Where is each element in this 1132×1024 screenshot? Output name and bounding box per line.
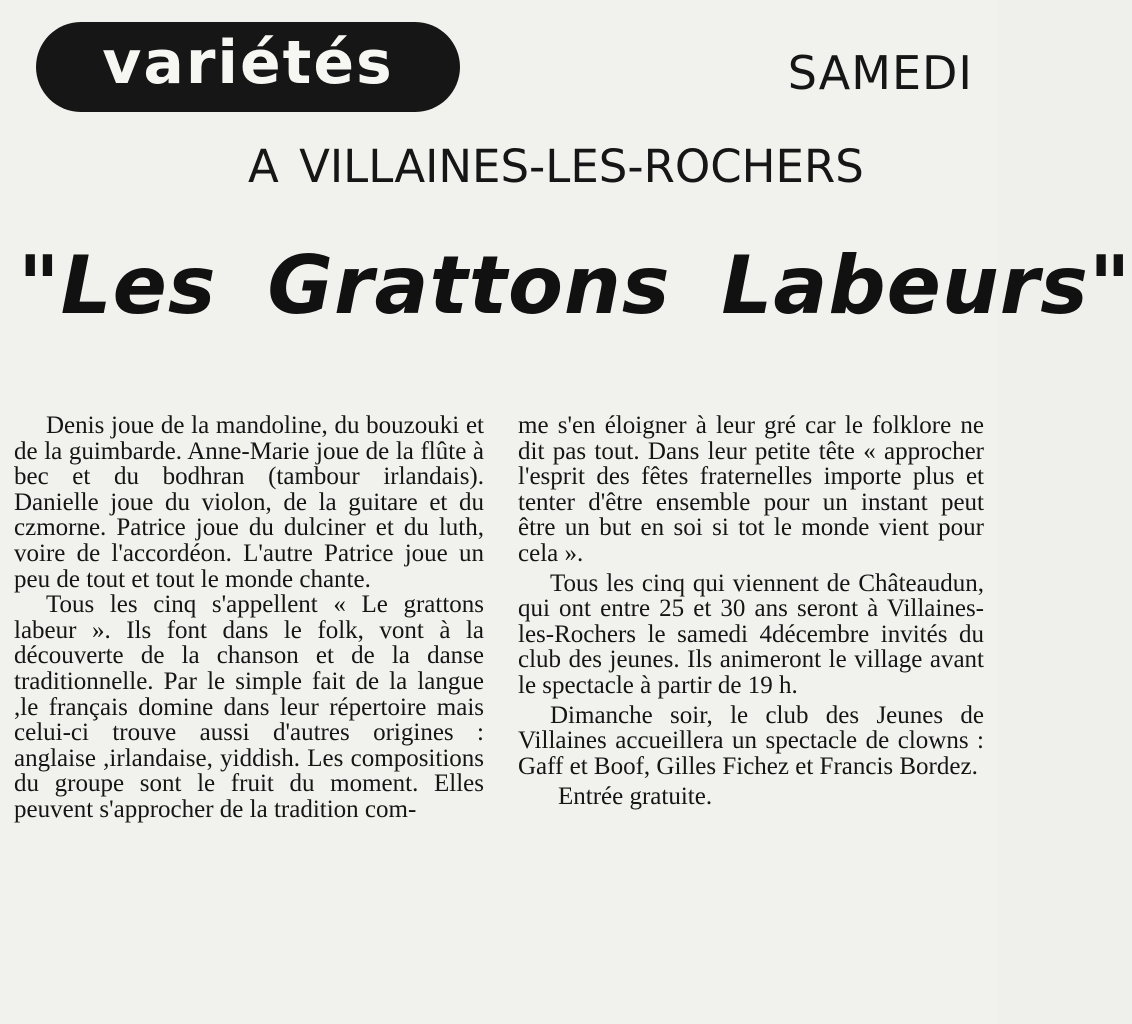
headline: "Les Grattons Labeurs" (18, 239, 1132, 332)
article-column-left (14, 413, 484, 823)
admission-note: Entrée gratuite. (558, 783, 713, 811)
paragraph-musicians: Denis joue de la mandoline, du bouzouki et de la guimbarde. Anne-Marie joue de la flûte à bec et du bodhran (tambour irlandais). Danielle joue du violon, de la guitare et du czmorne. Patrice joue du dulciner et du luth, voire de l'accordéon. L'autre Patrice joue un peu de tout et tout le monde chante. (14, 412, 484, 593)
rubric-badge (36, 22, 460, 112)
paragraph-group-name: Tous les cinq s'appellent « Le grattons labeur ». Ils font dans le folk, vont à la découverte de la chanson et de la danse traditionnelle. Par le simple fait de la langue ,le français domine dans leur répertoire mais celui-ci trouve aussi d'autres origines : anglaise ,irlandaise, yiddish. Les compositions du groupe sont le fruit du moment. Elles peuvent s'approcher de la tradition com- (14, 591, 484, 823)
paragraph-event-details: Tous les cinq qui viennent de Châteaudun, qui ont entre 25 et 30 ans seront à Villaines-les-Rochers le samedi 4décembre invités du club des jeunes. Ils animeront le village avant le spectacle à partir de 19 h. (518, 569, 984, 699)
event-location: A VILLAINES-LES-ROCHERS (248, 140, 864, 193)
article-column-right (518, 413, 984, 810)
paragraph-sunday-show: Dimanche soir, le club des Jeunes de Villaines accueillera un spectacle de clowns : Gaff et Boof, Gilles Fichez et Francis Bordez. (518, 701, 984, 780)
rubric-label: variétés (102, 28, 394, 98)
paragraph-continuation: me s'en éloigner à leur gré car le folklore ne dit pas tout. Dans leur petite tête « approcher l'esprit des fêtes fraternelles importe plus et tenter d'être ensemble pour un instant peut être un but en soi si tot le monde vient pour cela ». (518, 412, 984, 567)
event-day: SAMEDI (787, 46, 973, 100)
